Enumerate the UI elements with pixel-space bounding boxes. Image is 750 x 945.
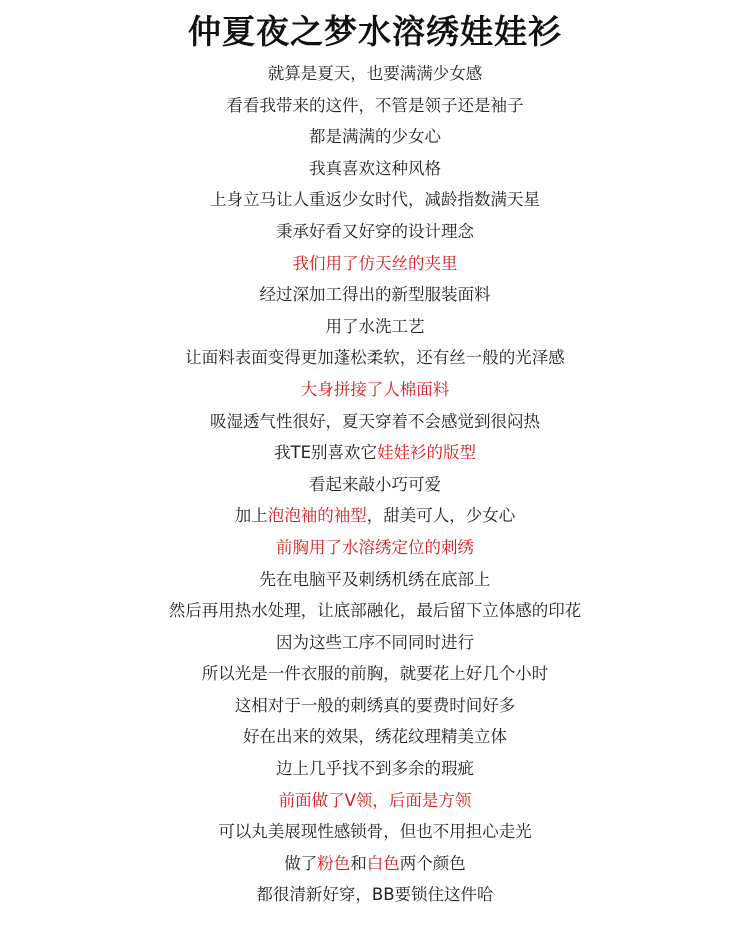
description-lines xyxy=(0,58,750,911)
line-text: 边上几乎找不到多余的瑕疵 xyxy=(276,759,474,779)
description-line xyxy=(0,658,750,690)
highlight-text: 前面做了V领，后面是方领 xyxy=(278,790,472,810)
description-line xyxy=(0,153,750,185)
highlight-text: 大身拼接了人棉面料 xyxy=(300,379,450,399)
description-line xyxy=(0,721,750,753)
line-text: 两个颜色 xyxy=(399,853,466,873)
line-text: 然后再用热水处理，让底部融化，最后留下立体感的印花 xyxy=(168,601,582,621)
line-text: 秉承好看又好穿的设计理念 xyxy=(276,221,474,241)
line-text: 我真喜欢这种风格 xyxy=(309,158,441,178)
highlight-text: 娃娃衫的版型 xyxy=(377,443,476,463)
description-line xyxy=(0,90,750,122)
line-text: ，甜美可人，少女心 xyxy=(366,506,516,526)
description-line xyxy=(0,184,750,216)
description-line xyxy=(0,532,750,564)
line-text: 做了 xyxy=(284,853,318,873)
highlight-text: 泡泡袖的袖型 xyxy=(267,506,367,526)
line-text: 吸湿透气性很好，夏天穿着不会感觉到很闷热 xyxy=(210,411,540,431)
description-line xyxy=(0,437,750,469)
highlight-text: 我们用了仿天丝的夹里 xyxy=(292,253,458,273)
description-line xyxy=(0,342,750,374)
line-text: 用了水洗工艺 xyxy=(325,316,425,336)
description-line xyxy=(0,374,750,406)
highlight-text: 前胸用了水溶绣定位的刺绣 xyxy=(276,537,474,557)
line-text: 都是满满的少女心 xyxy=(309,127,441,147)
description-line xyxy=(0,406,750,438)
description-line xyxy=(0,753,750,785)
description-line xyxy=(0,58,750,90)
description-line xyxy=(0,816,750,848)
highlight-text: 白色 xyxy=(366,853,400,873)
line-text: 上身立马让人重返少女时代，减龄指数满天星 xyxy=(210,190,540,210)
line-text: 好在出来的效果，绣花纹理精美立体 xyxy=(243,727,507,747)
line-text: 让面料表面变得更加蓬松柔软，还有丝一般的光泽感 xyxy=(185,348,565,368)
line-text: 加上 xyxy=(234,506,268,526)
line-text: 先在电脑平及刺绣机绣在底部上 xyxy=(259,569,491,589)
description-line xyxy=(0,690,750,722)
description-line xyxy=(0,595,750,627)
line-text: 看起来敲小巧可爱 xyxy=(309,474,441,494)
description-line xyxy=(0,279,750,311)
description-line xyxy=(0,785,750,817)
description-line xyxy=(0,311,750,343)
description-line xyxy=(0,500,750,532)
description-line xyxy=(0,121,750,153)
line-text: 所以光是一件衣服的前胸，就要花上好几个小时 xyxy=(201,664,549,684)
line-text: 这相对于一般的刺绣真的要费时间好多 xyxy=(234,695,516,715)
line-text: 都很清新好穿，BB要锁住这件哈 xyxy=(256,885,494,905)
page-title: 仲夏夜之梦水溶绣娃娃衫 xyxy=(188,12,562,51)
line-text: 经过深加工得出的新型服装面料 xyxy=(259,285,491,305)
description-line xyxy=(0,248,750,280)
line-text: 我TE别喜欢它 xyxy=(273,443,377,463)
line-text: 就算是夏天，也要满满少女感 xyxy=(267,64,483,83)
description-line xyxy=(0,469,750,501)
line-text: 可以丸美展现性感锁骨，但也不用担心走光 xyxy=(218,822,532,842)
line-text: 和 xyxy=(350,853,367,873)
description-line xyxy=(0,216,750,248)
description-line xyxy=(0,627,750,659)
description-line xyxy=(0,879,750,911)
description-line xyxy=(0,564,750,596)
highlight-text: 粉色 xyxy=(317,853,351,873)
line-text: 看看我带来的这件，不管是领子还是袖子 xyxy=(226,95,524,115)
line-text: 因为这些工序不同同时进行 xyxy=(276,632,474,652)
description-line xyxy=(0,848,750,880)
